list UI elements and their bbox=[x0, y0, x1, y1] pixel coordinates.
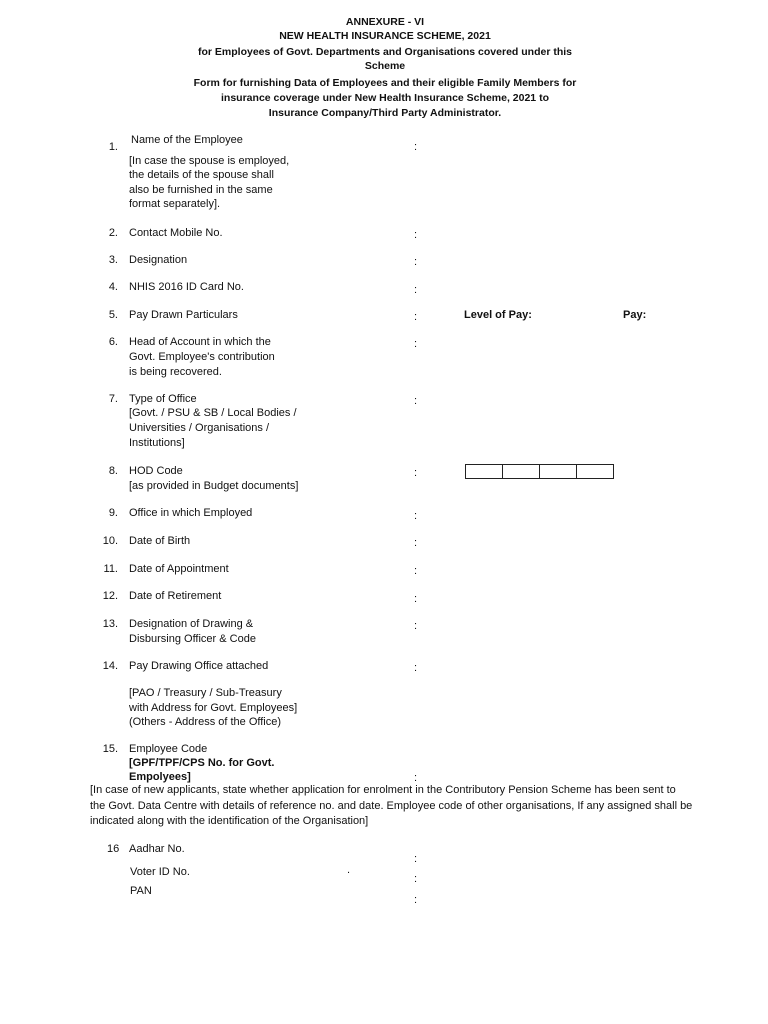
type-of-office-line3: Universities / Organisations / bbox=[129, 422, 269, 434]
item-number: 2. bbox=[108, 227, 118, 239]
note-line2: the Govt. Data Centre with details of reference no. and date. Employee code of other organisations, If any assigned shall be bbox=[90, 799, 693, 812]
employee-code-bold-line2: Empolyees] bbox=[129, 771, 191, 783]
ddo-designation-label: Designation of Drawing & bbox=[129, 618, 254, 630]
field-colon: : bbox=[414, 395, 418, 407]
field-colon: : bbox=[414, 894, 418, 906]
spouse-note-line2: the details of the spouse shall bbox=[129, 169, 274, 181]
item-number: 3. bbox=[108, 254, 118, 266]
item-number: 5. bbox=[108, 309, 118, 321]
type-of-office-line4: Institutions] bbox=[129, 437, 185, 449]
hod-code-box[interactable] bbox=[502, 464, 540, 479]
pay-drawing-office-note3: (Others - Address of the Office) bbox=[129, 716, 282, 728]
field-colon: : bbox=[414, 565, 418, 577]
pay-drawing-office-note2: with Address for Govt. Employees] bbox=[129, 702, 298, 714]
item-number: 9. bbox=[108, 507, 118, 519]
spouse-note-line1: [In case the spouse is employed, bbox=[129, 155, 290, 167]
field-colon: : bbox=[414, 873, 418, 885]
voter-id-label: Voter ID No. bbox=[130, 866, 190, 878]
item-number: 1. bbox=[108, 141, 118, 153]
field-colon: : bbox=[414, 772, 418, 784]
field-colon: : bbox=[414, 662, 418, 674]
form-title-line2: insurance coverage under New Health Insurance Scheme, 2021 to bbox=[221, 92, 549, 104]
item-number: 13. bbox=[102, 618, 118, 630]
pay-drawing-office-note1: [PAO / Treasury / Sub-Treasury bbox=[129, 687, 282, 699]
hod-code-box[interactable] bbox=[465, 464, 503, 479]
employee-name-label: Name of the Employee bbox=[131, 134, 243, 146]
hod-code-label: HOD Code bbox=[129, 465, 183, 477]
nhis-id-label: NHIS 2016 ID Card No. bbox=[129, 281, 244, 293]
level-of-pay-label: Level of Pay: bbox=[464, 309, 532, 321]
spouse-note-line3: also be furnished in the same bbox=[129, 184, 273, 196]
hod-code-boxes bbox=[465, 464, 614, 479]
field-colon: : bbox=[414, 284, 418, 296]
field-colon: : bbox=[414, 853, 418, 865]
hod-code-note: [as provided in Budget documents] bbox=[129, 480, 299, 492]
form-title-line3: Insurance Company/Third Party Administrator. bbox=[268, 107, 502, 119]
employee-code-bold-line1: [GPF/TPF/CPS No. for Govt. bbox=[129, 757, 275, 769]
item-number: 16 bbox=[107, 843, 120, 855]
item-number: 14. bbox=[102, 660, 118, 672]
pay-label: Pay: bbox=[623, 309, 647, 321]
head-of-account-label: Head of Account in which the bbox=[129, 336, 271, 348]
field-colon: : bbox=[414, 338, 418, 350]
field-colon: : bbox=[414, 620, 418, 632]
ddo-designation-line2: Disbursing Officer & Code bbox=[129, 633, 256, 645]
pan-label: PAN bbox=[130, 885, 152, 897]
date-of-retirement-label: Date of Retirement bbox=[129, 590, 222, 602]
item-number: 7. bbox=[108, 393, 118, 405]
hod-code-box[interactable] bbox=[576, 464, 614, 479]
item-number: 10. bbox=[102, 535, 118, 547]
type-of-office-label: Type of Office bbox=[129, 393, 197, 405]
head-of-account-line3: is being recovered. bbox=[129, 366, 222, 378]
field-colon: : bbox=[414, 537, 418, 549]
field-colon: : bbox=[414, 229, 418, 241]
date-of-appointment-label: Date of Appointment bbox=[129, 563, 229, 575]
scheme-title: NEW HEALTH INSURANCE SCHEME, 2021 bbox=[279, 30, 491, 42]
aadhar-label: Aadhar No. bbox=[129, 843, 185, 855]
designation-label: Designation bbox=[129, 254, 188, 266]
form-title-line1: Form for furnishing Data of Employees and their eligible Family Members for bbox=[193, 77, 577, 89]
new-applicant-note bbox=[90, 783, 710, 830]
employee-code-label: Employee Code bbox=[129, 743, 208, 755]
spouse-note-line4: format separately]. bbox=[129, 198, 221, 210]
field-colon: : bbox=[414, 311, 418, 323]
voter-id-dot: . bbox=[347, 864, 351, 876]
item-number: 8. bbox=[108, 465, 118, 477]
pay-drawn-label: Pay Drawn Particulars bbox=[129, 309, 238, 321]
type-of-office-line2: [Govt. / PSU & SB / Local Bodies / bbox=[129, 407, 297, 419]
date-of-birth-label: Date of Birth bbox=[129, 535, 191, 547]
field-colon: : bbox=[414, 593, 418, 605]
field-colon: : bbox=[414, 256, 418, 268]
pay-drawing-office-label: Pay Drawing Office attached bbox=[129, 660, 269, 672]
item-number: 15. bbox=[102, 743, 118, 755]
item-number: 11. bbox=[103, 563, 118, 575]
hod-code-box[interactable] bbox=[539, 464, 577, 479]
field-colon: : bbox=[414, 467, 418, 479]
field-colon: : bbox=[414, 141, 418, 153]
annexure-title: ANNEXURE - VI bbox=[345, 16, 425, 28]
item-number: 12. bbox=[102, 590, 118, 602]
item-number: 6. bbox=[108, 336, 118, 348]
item-number: 4. bbox=[108, 281, 118, 293]
field-colon: : bbox=[414, 510, 418, 522]
scheme-subtitle-line2: Scheme bbox=[364, 60, 406, 72]
note-line3: indicated along with the identification of the Organisation] bbox=[90, 815, 369, 827]
note-line1: [In case of new applicants, state whether application for enrolment in the Contributory Pension Scheme has been sent to bbox=[90, 784, 676, 796]
contact-mobile-label: Contact Mobile No. bbox=[129, 227, 223, 239]
office-employed-label: Office in which Employed bbox=[129, 507, 253, 519]
scheme-subtitle-line1: for Employees of Govt. Departments and Organisations covered under this bbox=[198, 46, 572, 58]
head-of-account-line2: Govt. Employee's contribution bbox=[129, 351, 275, 363]
